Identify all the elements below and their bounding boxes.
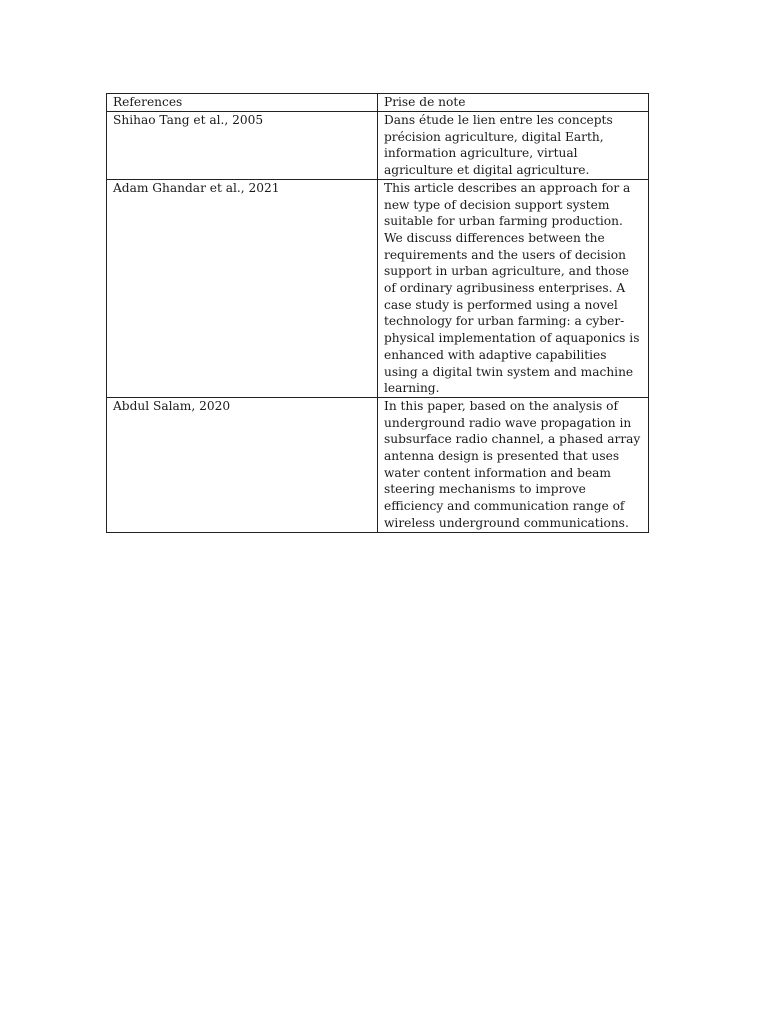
header-references: References: [107, 94, 378, 112]
table-row: [107, 397, 649, 532]
reference-cell: Abdul Salam, 2020: [107, 397, 378, 532]
note-cell: Dans étude le lien entre les concepts précision agriculture, digital Earth, information agriculture, virtual agriculture et digital agriculture.: [378, 112, 649, 180]
table-header-row: [107, 94, 649, 112]
header-prise-de-note: Prise de note: [378, 94, 649, 112]
note-cell: In this paper, based on the analysis of underground radio wave propagation in subsurface radio channel, a phased array antenna design is presented that uses water content information and beam steering mechanisms to improve efficiency and communication range of wireless underground communications.: [378, 397, 649, 532]
reference-cell: Shihao Tang et al., 2005: [107, 112, 378, 180]
table-row: [107, 112, 649, 180]
reference-cell: Adam Ghandar et al., 2021: [107, 179, 378, 397]
references-table: [106, 93, 649, 533]
note-cell: This article describes an approach for a new type of decision support system suitable for urban farming production. We discuss differences between the requirements and the users of decision support in urban agriculture, and those of ordinary agribusiness enterprises. A case study is performed using a novel technology for urban farming: a cyber-physical implementation of aquaponics is enhanced with adaptive capabilities using a digital twin system and machine learning.: [378, 179, 649, 397]
table-row: [107, 179, 649, 397]
